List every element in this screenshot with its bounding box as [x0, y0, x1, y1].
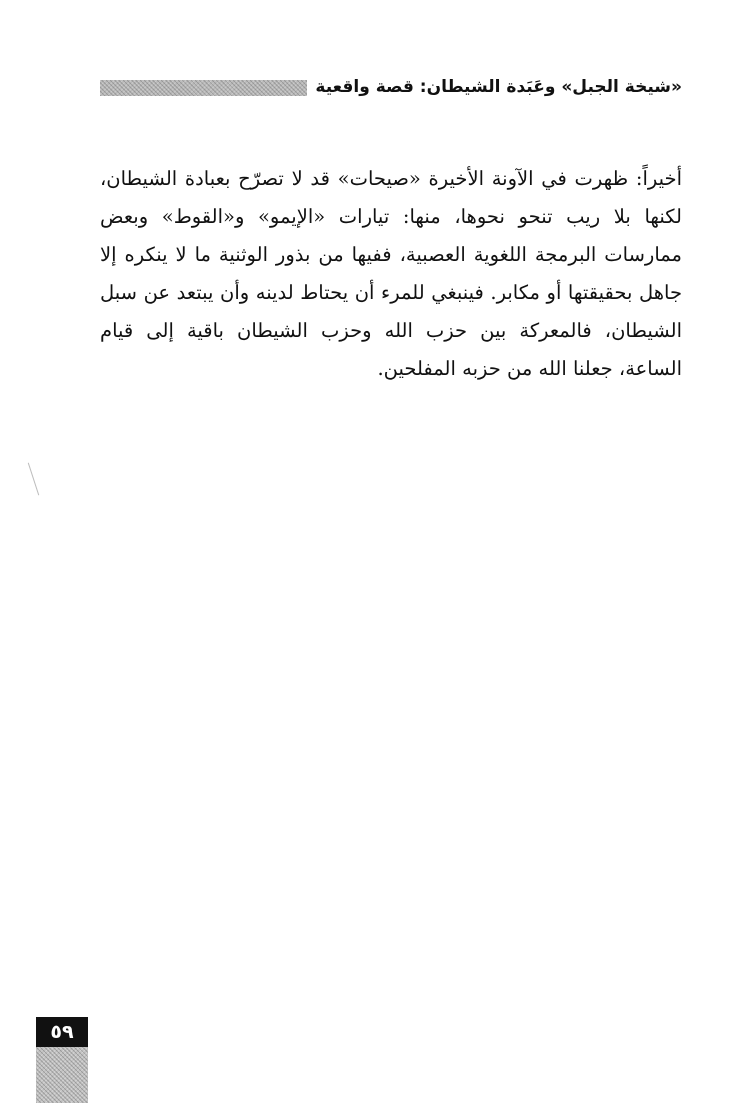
- page-number-decorative-strip: [36, 1047, 88, 1103]
- running-header: [100, 72, 682, 102]
- header-decorative-bar: [100, 80, 307, 96]
- page-number: ٥٩: [36, 1017, 88, 1047]
- scan-artifact: [28, 463, 39, 496]
- header-title: «شيخة الجبل» وعَبَدة الشيطان: قصة واقعية: [315, 77, 682, 97]
- body-paragraph: أخيراً: ظهرت في الآونة الأخيرة «صيحات» قد لا تصرّح بعبادة الشيطان، لكنها بلا ريب تنحو نحوها، منها: تيارات «الإيمو» و«القوط» وبعض ممارسات البرمجة اللغوية العصبية، ففيها من بذور الوثنية ما لا ينكره إلا جاهل بحقيقتها أو مكابر. فينبغي للمرء أن يحتاط لدينه وأن يبتعد عن سبل الشيطان، فالمعركة بين حزب الله وحزب الشيطان باقية إلى قيام الساعة، جعلنا الله من حزبه المفلحين.: [100, 167, 682, 380]
